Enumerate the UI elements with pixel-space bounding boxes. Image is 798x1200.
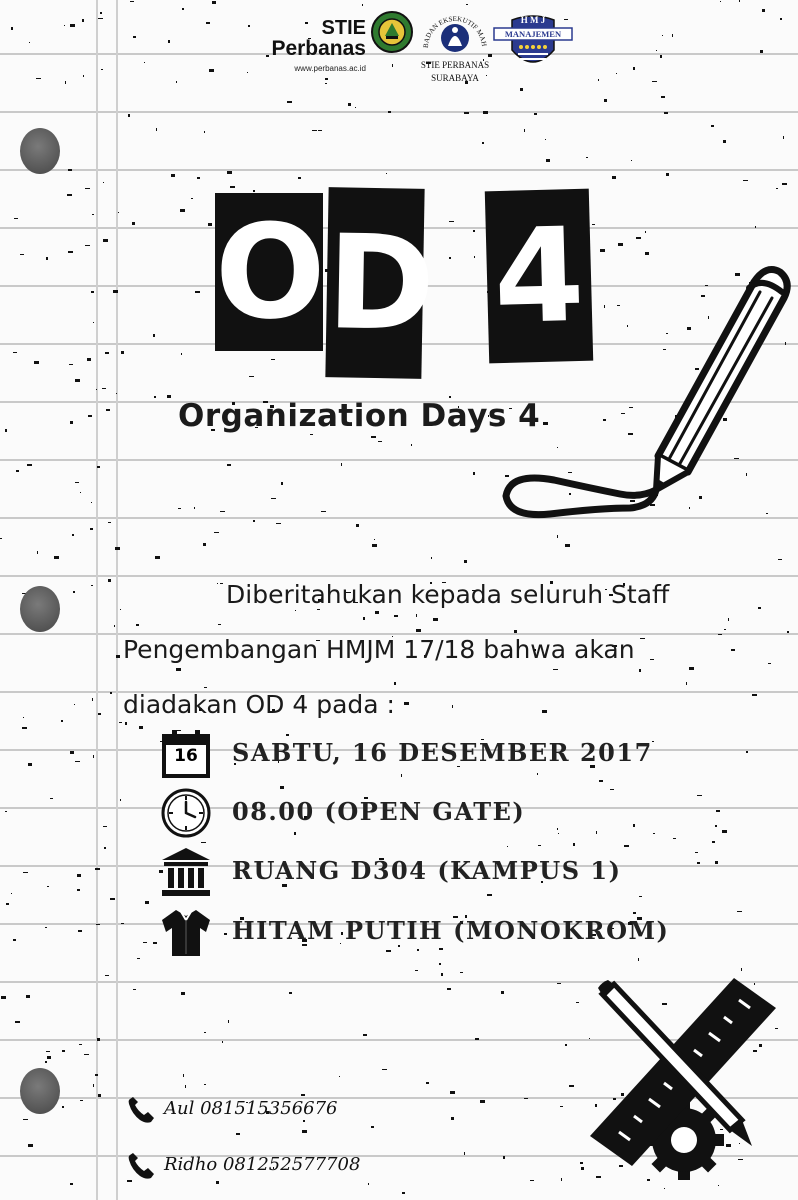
hmj-ribbon-text: MANAJEMEN bbox=[504, 29, 562, 39]
logo-stie-text: STIE bbox=[321, 17, 366, 39]
subtitle: Organization Days 4 bbox=[178, 398, 541, 434]
binder-hole bbox=[20, 128, 60, 174]
announcement-text bbox=[123, 567, 773, 732]
detail-venue bbox=[160, 846, 760, 898]
bem-emblem-icon bbox=[418, 8, 492, 54]
detail-dresscode bbox=[160, 906, 760, 958]
shirt-icon bbox=[160, 906, 212, 958]
phone-icon bbox=[126, 1096, 156, 1124]
stie-perbanas-logo bbox=[256, 18, 366, 73]
title-letter-4: 4 bbox=[485, 189, 593, 364]
bem-arc-text: BADAN EKSEKUTIF MAH bbox=[421, 14, 489, 49]
calendar-day: 16 bbox=[174, 746, 198, 766]
announcement-line-3: diadakan OD 4 pada : bbox=[123, 690, 395, 719]
detail-venue-text: RUANG D304 (KAMPUS 1) bbox=[232, 856, 622, 885]
bem-caption-1: STIE PERBANAS bbox=[420, 60, 490, 70]
contact-ridho bbox=[126, 1152, 446, 1182]
detail-date-text: SABTU, 16 DESEMBER 2017 bbox=[232, 738, 653, 767]
detail-time-text: 08.00 (OPEN GATE) bbox=[232, 797, 526, 826]
tools-emblem-icon bbox=[584, 970, 784, 1190]
bem-caption-2: SURABAYA bbox=[431, 73, 479, 83]
building-icon bbox=[160, 846, 212, 898]
binder-hole bbox=[20, 586, 60, 632]
logo-row bbox=[256, 8, 576, 83]
logo-perbanas-text: Perbanas bbox=[271, 37, 366, 60]
detail-date bbox=[160, 728, 760, 780]
pencil-icon bbox=[490, 258, 790, 523]
contact-ridho-text: Ridho 081252577708 bbox=[164, 1154, 361, 1175]
binder-hole bbox=[20, 1068, 60, 1114]
title-letter-o: O bbox=[215, 193, 323, 351]
hmj-manajemen-logo bbox=[492, 10, 574, 76]
announcement-line-1: Diberitahukan kepada seluruh Staff bbox=[226, 580, 670, 609]
perbanas-emblem-icon bbox=[370, 10, 414, 54]
logo-website-text: www.perbanas.ac.id bbox=[294, 64, 366, 73]
contact-aul-text: Aul 081515356676 bbox=[164, 1098, 338, 1119]
detail-dresscode-text: HITAM PUTIH (MONOKROM) bbox=[232, 916, 670, 945]
announcement-line-2: Pengembangan HMJM 17/18 bahwa akan bbox=[123, 635, 635, 664]
detail-time bbox=[160, 787, 760, 839]
clock-icon bbox=[160, 787, 212, 839]
hmj-top-text: H M J bbox=[520, 15, 546, 25]
contact-aul bbox=[126, 1096, 446, 1126]
title-letter-d: D bbox=[325, 187, 424, 379]
bem-logo bbox=[418, 8, 492, 84]
phone-icon bbox=[126, 1152, 156, 1180]
